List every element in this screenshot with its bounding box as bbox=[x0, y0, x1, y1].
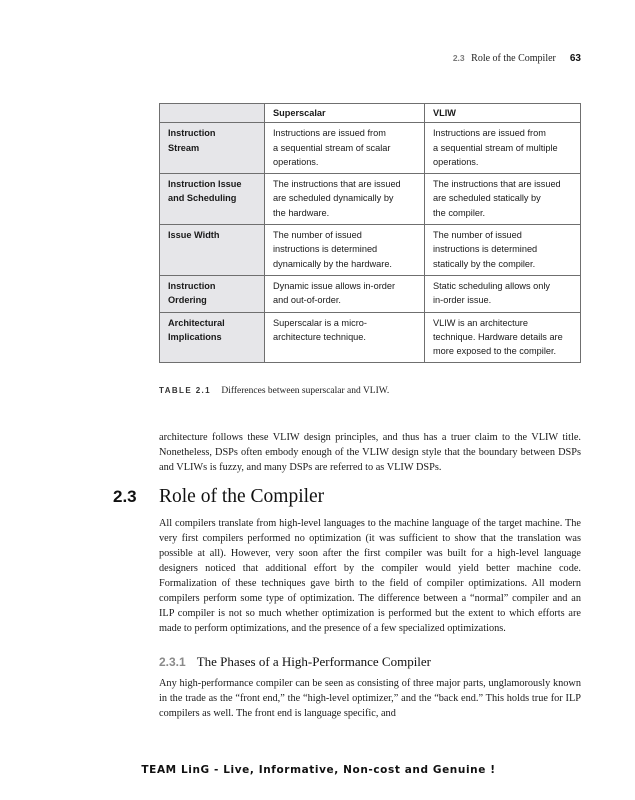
table-caption bbox=[159, 386, 389, 396]
subsection-heading bbox=[159, 654, 431, 670]
table-cell-superscalar: Dynamic issue allows in-order and out-of-order. bbox=[265, 275, 425, 312]
footer-watermark bbox=[0, 764, 635, 776]
page-number: 63 bbox=[569, 53, 581, 64]
table-cell-superscalar: The number of issued instructions is determined dynamically by the hardware. bbox=[265, 225, 425, 276]
table-cell-vliw: Static scheduling allows only in-order issue. bbox=[425, 275, 581, 312]
table-header-superscalar: Superscalar bbox=[265, 104, 425, 123]
table-row-label: Instruction Ordering bbox=[160, 275, 265, 312]
section-heading bbox=[0, 486, 635, 512]
table-cell-vliw: The instructions that are issued are scheduled statically by the compiler. bbox=[425, 174, 581, 225]
body-paragraph-1: architecture follows these VLIW design principles, and thus has a truer claim to the VLIW title. Nonetheless, DSPs often embody enough of the VLIW design style that the boundary between DSPs and VLIWs is fuzzy, and many DSPs are referred to as VLIW DSPs. bbox=[159, 432, 581, 473]
table-row bbox=[160, 312, 581, 363]
table-header-vliw: VLIW bbox=[425, 104, 581, 123]
body-paragraph-2: All compilers translate from high-level languages to the machine language of the target machine. The very first compilers performed no optimization (it was sufficient to show that the translation was possible at all). However, very soon after the first compiler was built for a high-level language designers noticed that additional effort by the compiler would yield better machine code. Formalization of these techniques gave birth to the field of compiler optimizations. All modern compilers perform some type of optimization. The difference between a “normal” compiler and an ILP compiler is not so much whether optimization is performed but the extent to which efforts are made to perform optimizations, and the presence of a few specialized optimizations. bbox=[159, 518, 581, 634]
body-paragraph-3: Any high-performance compiler can be seen as consisting of three major parts, unglamorously known in the trade as the “front end,” the “high-level optimizer,” and the “back end.” This holds true for ILP compilers as well. The front end is language specific, and bbox=[159, 678, 581, 719]
table-cell-superscalar: The instructions that are issued are scheduled dynamically by the hardware. bbox=[265, 174, 425, 225]
table-header-corner bbox=[160, 104, 265, 123]
comparison-table bbox=[159, 103, 581, 363]
table-cell-vliw: VLIW is an architecture technique. Hardware details are more exposed to the compiler. bbox=[425, 312, 581, 363]
table-row-label: Instruction Issue and Scheduling bbox=[160, 174, 265, 225]
table-row bbox=[160, 123, 581, 174]
footer-text: TEAM LinG - Live, Informative, Non-cost and Genuine ! bbox=[141, 764, 496, 776]
table-row-label: Issue Width bbox=[160, 225, 265, 276]
section-title: Role of the Compiler bbox=[159, 486, 325, 507]
table-cell-superscalar: Superscalar is a micro- architecture technique. bbox=[265, 312, 425, 363]
table-row bbox=[160, 174, 581, 225]
table-row bbox=[160, 225, 581, 276]
section-number: 2.3 bbox=[113, 487, 137, 506]
table-caption-text: Differences between superscalar and VLIW. bbox=[221, 386, 390, 396]
subsection-number: 2.3.1 bbox=[159, 655, 186, 669]
running-head bbox=[453, 53, 581, 64]
table-caption-label: TABLE 2.1 bbox=[159, 386, 212, 395]
table-cell-vliw: The number of issued instructions is determined statically by the compiler. bbox=[425, 225, 581, 276]
table-header-row bbox=[160, 104, 581, 123]
table-row-label: Architectural Implications bbox=[160, 312, 265, 363]
table-row bbox=[160, 275, 581, 312]
running-head-section-number: 2.3 bbox=[452, 53, 465, 63]
table-cell-superscalar: Instructions are issued from a sequential stream of scalar operations. bbox=[265, 123, 425, 174]
table-cell-vliw: Instructions are issued from a sequential stream of multiple operations. bbox=[425, 123, 581, 174]
subsection-title: The Phases of a High-Performance Compiler bbox=[196, 654, 432, 669]
table-row-label: Instruction Stream bbox=[160, 123, 265, 174]
running-head-section-title: Role of the Compiler bbox=[471, 53, 556, 64]
